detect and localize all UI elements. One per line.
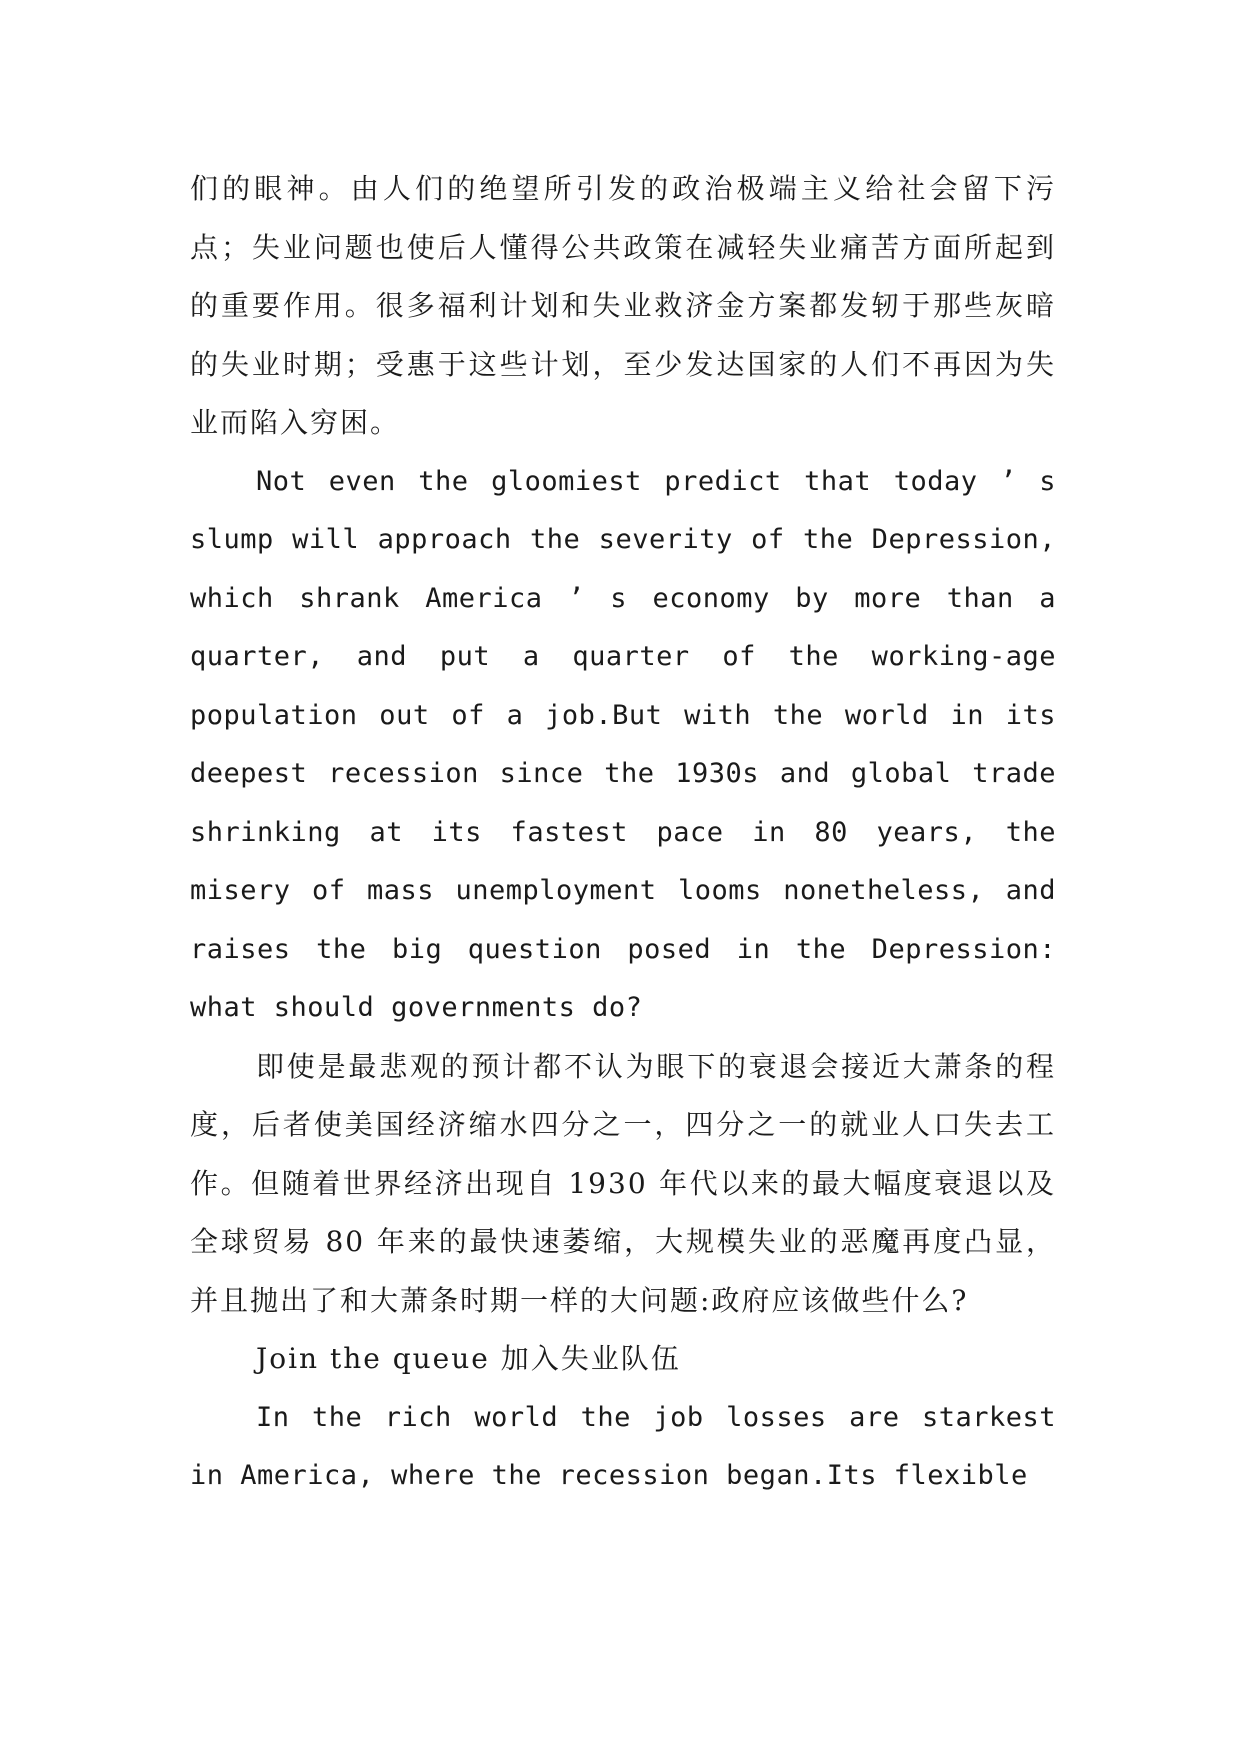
document-body: [190, 160, 1056, 1506]
paragraph-1-chinese: 们的眼神。由人们的绝望所引发的政治极端主义给社会留下污点；失业问题也使后人懂得公共政策在减轻失业痛苦方面所起到的重要作用。很多福利计划和失业救济金方案都发轫于那些灰暗的失业时期；受惠于这些计划，至少发达国家的人们不再因为失业而陷入穷困。: [190, 172, 1056, 439]
paragraph-2-english: Not even the gloomiest predict that today ’ s slump will approach the severity of the Depression, which shrank America ’ s economy by more than a quarter, and put a quarter of the working-age population out of a job.But with the world in its deepest recession since the 1930s and global trade shrinking at its fastest pace in 80 years, the misery of mass unemployment looms nonetheless, and raises the big question posed in the Depression: what should governments do?: [190, 465, 1056, 1023]
paragraph-5-english: In the rich world the job losses are starkest in America, where the recession began.Its flexible: [190, 1401, 1056, 1491]
paragraph-3-chinese: 即使是最悲观的预计都不认为眼下的衰退会接近大萧条的程度，后者使美国经济缩水四分之一，四分之一的就业人口失去工作。但随着世界经济出现自 1930 年代以来的最大幅度衰退以及全球贸易 80 年来的最快速萎缩，大规模失业的恶魔再度凸显，并且抛出了和大萧条时期一样的大问题:政府应该做些什么?: [190, 1049, 1056, 1317]
section-heading-join-the-queue: Join the queue 加入失业队伍: [256, 1342, 681, 1375]
